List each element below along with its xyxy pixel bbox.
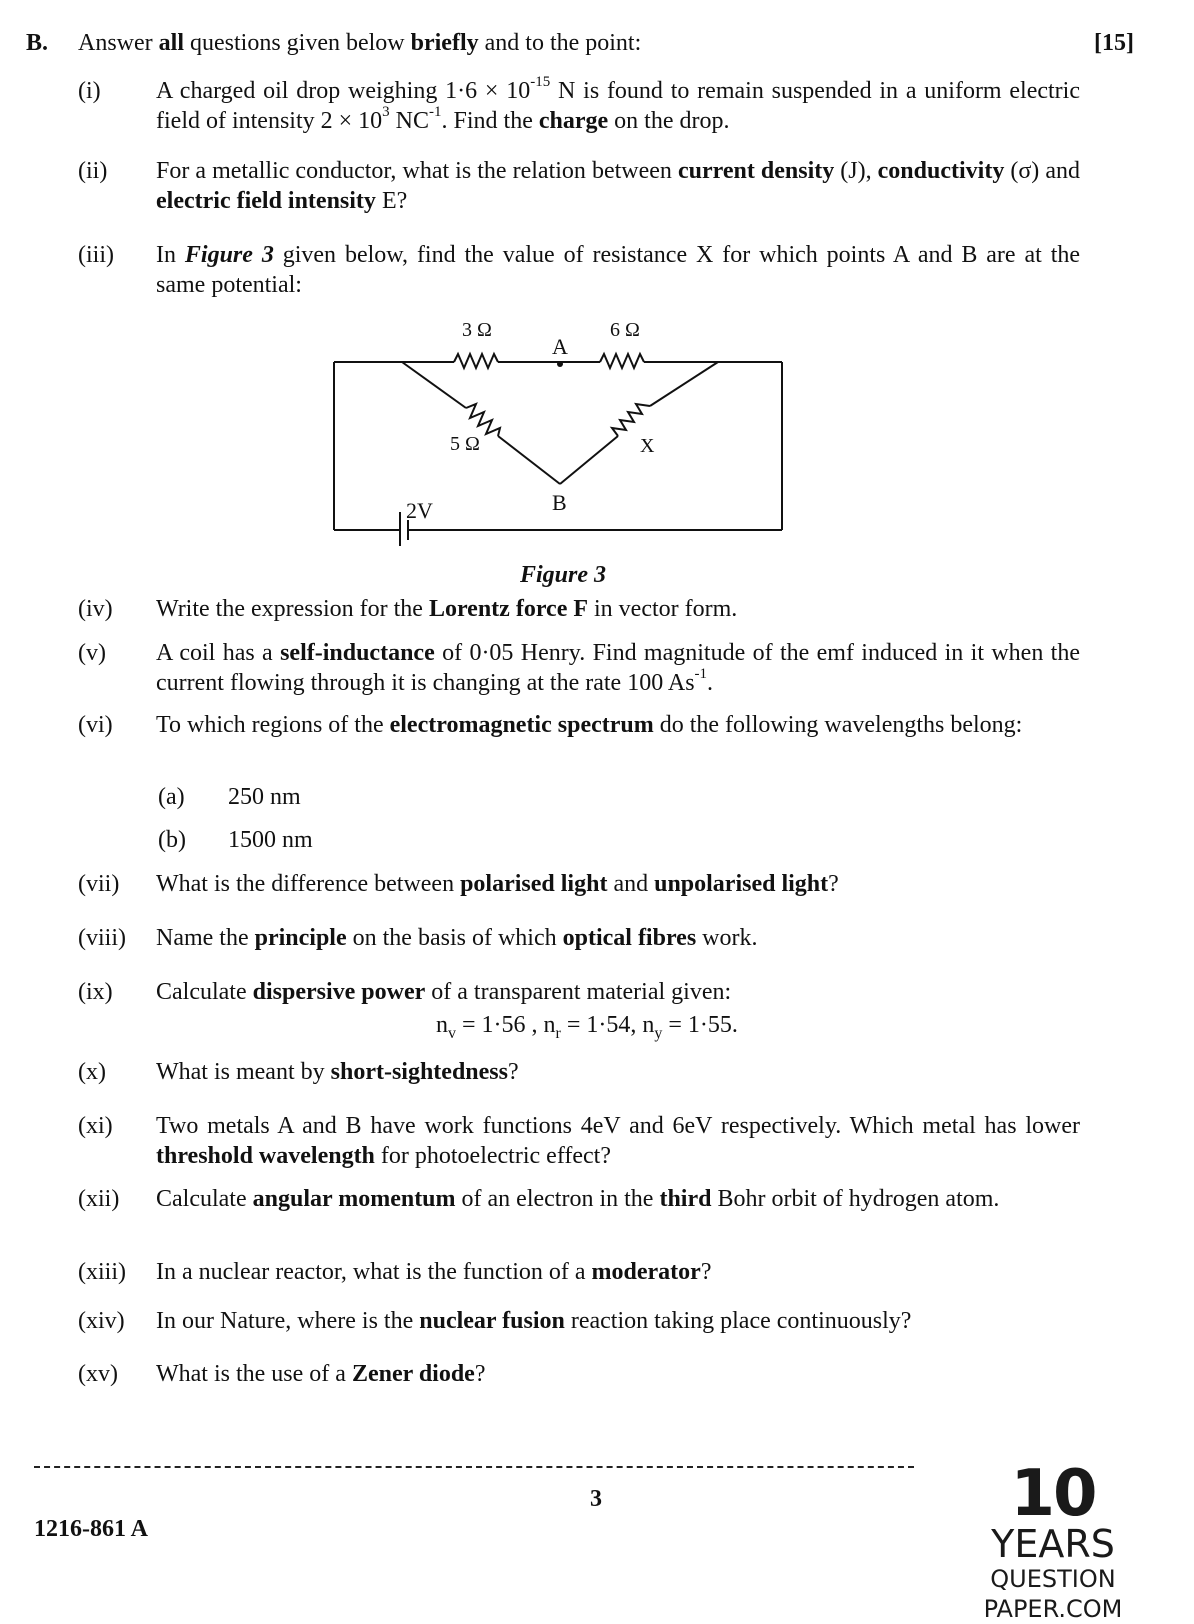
question-6 <box>78 710 1080 740</box>
wire-diag-right-upper <box>650 362 718 406</box>
circuit-diagram <box>320 308 800 558</box>
question-text: In a nuclear reactor, what is the function of a moderator? <box>156 1259 712 1285</box>
label-5-ohm: 5 Ω <box>450 433 480 455</box>
question-number: (xiii) <box>78 1259 126 1285</box>
label-point-b: B <box>552 490 567 515</box>
question-text: In our Nature, where is the nuclear fusion reaction taking place continuously? <box>156 1308 912 1334</box>
question-number: (ii) <box>78 158 108 184</box>
point-a-dot <box>557 361 563 367</box>
question-1 <box>78 76 1080 136</box>
sub-item-a: (a) 250 nm <box>158 784 301 810</box>
question-12 <box>78 1184 1080 1214</box>
question-text: To which regions of the electromagnetic spectrum do the following wavelengths belong: <box>156 712 1023 738</box>
label-3-ohm: 3 Ω <box>462 319 492 341</box>
refractive-index-formula: $n_v = 1\cdot 56$ , $n_r = 1\cdot 54$, $n_y = 1\cdot 55$. <box>436 1012 738 1042</box>
question-text: Calculate dispersive power of a transparent material given: <box>156 979 732 1005</box>
section-marks: [15] <box>1094 30 1134 56</box>
question-text: What is meant by short-sightedness? <box>156 1059 519 1085</box>
question-number: (xv) <box>78 1361 118 1387</box>
question-text: A coil has a self-inductance of 0·05 Henry. Find magnitude of the emf induced in it when the current flowing through it is changing at the rate 100 $As^{-1}$. <box>156 640 1081 696</box>
watermark-logo <box>918 1457 1188 1623</box>
sub-item-b: (b) 1500 nm <box>158 827 313 853</box>
question-text: Calculate angular momentum of an electron in the third Bohr orbit of hydrogen atom. <box>156 1186 1000 1212</box>
question-number: (viii) <box>78 925 126 951</box>
label-battery: 2V <box>406 498 433 523</box>
question-14 <box>78 1306 1080 1336</box>
question-number: (x) <box>78 1059 106 1085</box>
question-number: (v) <box>78 640 106 666</box>
footer-divider <box>34 1466 914 1468</box>
question-7 <box>78 869 1080 899</box>
logo-line-3: QUESTION PAPER.COM <box>983 1565 1123 1623</box>
paper-code: 1216-861 A <box>34 1516 148 1542</box>
question-text: Name the principle on the basis of which optical fibres work. <box>156 925 758 951</box>
resistor-x <box>612 404 650 436</box>
question-3 <box>78 240 1080 300</box>
question-text: Write the expression for the Lorentz force F in vector form. <box>156 596 738 622</box>
wire-diag-left-upper <box>402 362 466 408</box>
label-6-ohm: 6 Ω <box>610 319 640 341</box>
figure-caption: Figure 3 <box>520 562 607 588</box>
question-8 <box>78 923 1080 953</box>
question-4 <box>78 594 1080 624</box>
question-number: (xiv) <box>78 1308 125 1334</box>
question-text: In Figure 3 given below, find the value of resistance X for which points A and B are at the same potential: <box>156 242 1081 298</box>
question-10 <box>78 1057 1080 1087</box>
resistor-5-ohm <box>466 404 500 436</box>
question-15 <box>78 1359 1080 1389</box>
question-5 <box>78 638 1080 698</box>
page-number: 3 <box>590 1486 602 1512</box>
question-13 <box>78 1257 1080 1287</box>
question-number: (xi) <box>78 1113 113 1139</box>
logo-line-1: 10 <box>1010 1457 1096 1531</box>
resistor-6-ohm <box>600 354 644 368</box>
question-11 <box>78 1111 1080 1171</box>
label-x: X <box>640 435 655 457</box>
question-number: (vi) <box>78 712 113 738</box>
question-text: For a metallic conductor, what is the relation between current density (J), conductivity (σ) and electric field intensity E? <box>156 158 1080 214</box>
question-number: (i) <box>78 78 101 104</box>
section-instructions: Answer all questions given below briefly and to the point: <box>78 30 642 56</box>
label-point-a: A <box>552 334 568 359</box>
question-number: (xii) <box>78 1186 120 1212</box>
question-text: What is the use of a Zener diode? <box>156 1361 486 1387</box>
resistor-3-ohm <box>454 354 498 368</box>
logo-line-2: YEARS <box>991 1522 1115 1566</box>
question-number: (iv) <box>78 596 113 622</box>
question-text: A charged oil drop weighing $1\cdot 6 \times 10^{-15}$ N is found to remain suspended in a uniform electric field of intensity $2 \times 10^3$ $NC^{-1}$. Find the charge on the drop. <box>156 74 1080 134</box>
section-letter: B. <box>26 30 49 56</box>
question-9 <box>78 977 1080 1007</box>
wire-diag-right-lower <box>560 436 618 484</box>
question-2 <box>78 156 1080 216</box>
question-number: (vii) <box>78 871 120 897</box>
question-number: (iii) <box>78 242 114 268</box>
question-text: Two metals A and B have work functions 4eV and 6eV respectively. Which metal has lower threshold wavelength for photoelectric effect? <box>156 1113 1080 1169</box>
question-number: (ix) <box>78 979 113 1005</box>
wire-diag-left-lower <box>498 436 560 484</box>
question-text: What is the difference between polarised light and unpolarised light? <box>156 871 839 897</box>
